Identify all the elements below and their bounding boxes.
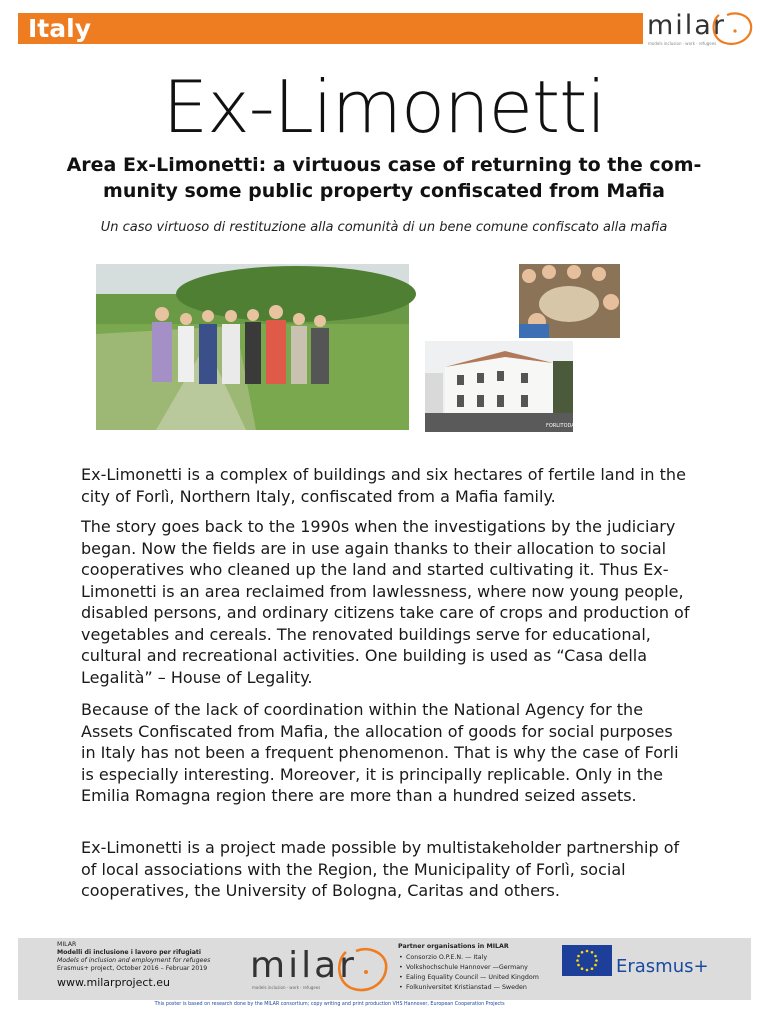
table-photo-art <box>519 264 620 338</box>
body-paragraph-4: Ex-Limonetti is a project made possible by multistakeholder partnership of of local associations with the Region, the Municipality of Forlì, social cooperatives, the University of Bologna, Caritas and others. <box>81 838 680 900</box>
italian-subtitle: Un caso virtuoso di restituzione alla comunità di un bene comune confiscato alla mafia <box>100 220 668 235</box>
field-photo-art <box>96 264 409 430</box>
erasmus-plus-logo: Erasmus+ <box>616 956 709 977</box>
footer-org: MILAR <box>57 941 77 948</box>
page-title: Ex-Limonetti <box>162 65 606 149</box>
body-paragraph-1: Ex-Limonetti is a complex of buildings and six hectares of fertile land in the city of Forlì, Northern Italy, confiscated from a Mafia family. <box>81 465 686 506</box>
partner-item: • Volkshochschule Hannover —Germany <box>398 963 558 973</box>
partner-organisations <box>398 942 558 993</box>
page-subtitle: Area Ex-Limonetti: a virtuous case of returning to the com-munity some public property confiscated from Mafia <box>66 154 702 202</box>
footer-project-info <box>57 941 257 991</box>
milar-swirl-icon <box>709 9 757 49</box>
partner-item: • Folkuniversitet Kristianstad — Sweden <box>398 983 558 993</box>
building-photo-art <box>425 341 578 432</box>
eu-flag-icon <box>562 945 612 976</box>
partners-title: Partner organisations in MILAR <box>398 943 509 950</box>
body-paragraph-3: Because of the lack of coordination within the National Agency for the Assets Confiscated from Mafia, the allocation of goods for social purposes in Italy has not been a frequent phenomenon. That is why the case of Forli is especially interesting. Moreover, it is principally replicable. Only in the Emilia Romagna region there are more than a hundred seized assets. <box>81 700 679 805</box>
partner-item: • Consorzio O.P.E.N. — Italy <box>398 953 558 963</box>
eu-stars-icon <box>562 945 612 976</box>
milar-logo-text: milar <box>647 10 726 41</box>
building-photo <box>425 341 578 432</box>
milar-logo-tagline: models inclusion · work · refugees <box>648 41 717 46</box>
footer-milar-logo-tagline: models inclusion · work · refugees <box>252 985 321 990</box>
partner-item: • Ealing Equality Council — United Kingdom <box>398 973 558 983</box>
body-paragraph-2: The story goes back to the 1990s when the investigations by the judiciary began. Now the fields are in use again thanks to their allocation to social cooperatives who cleaned up the land and started cultivating it. Thus Ex-Limonetti is an area reclaimed from lawlessness, where now young people, disabled persons, and ordinary citizens take care of crops and production of vegetables and cereals. The renovated buildings serve for educational, cultural and recreational activities. One building is used as “Casa della Legalità” – House of Legality. <box>81 517 690 687</box>
country-label: Italy <box>28 14 91 43</box>
milar-logo <box>647 9 757 49</box>
footer-url-link[interactable]: www.milarproject.eu <box>57 976 170 989</box>
footer-dates: Erasmus+ project, October 2016 – Februar 2019 <box>57 965 208 972</box>
credit-line: This poster is based on research done by the MILAR consortium; copy writing and print production VHS Hannover, European Cooperation Projects <box>154 1001 505 1007</box>
group-in-field-photo <box>96 264 409 430</box>
footer-milar-logo-text: milar <box>250 945 357 986</box>
group-at-table-photo <box>519 264 620 338</box>
footer-project-en: Models of inclusion and employment for refugees <box>57 957 211 964</box>
footer-project-it: Modelli di inclusione i lavoro per rifugiati <box>57 949 202 956</box>
country-banner <box>18 13 643 44</box>
footer-milar-swirl-icon <box>334 944 390 996</box>
footer-milar-logo <box>250 944 390 996</box>
forlitoday-watermark: FORLITODAY <box>546 423 578 429</box>
